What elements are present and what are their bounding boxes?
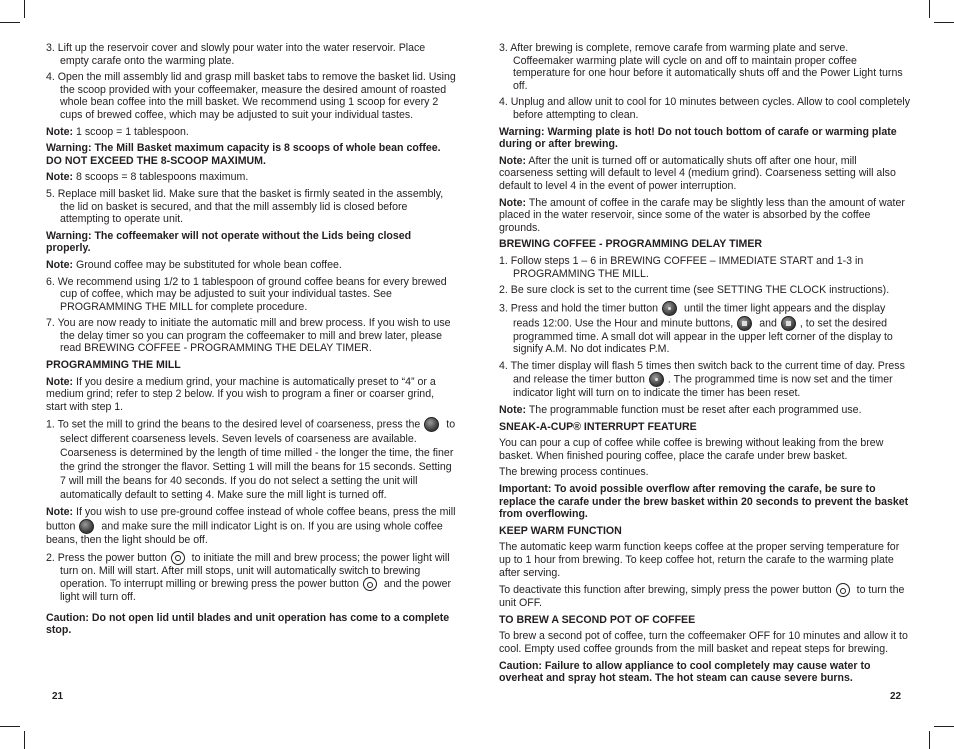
crop-mark (0, 22, 20, 23)
note-text: If you desire a medium grind, your machine is automatically preset to “4” or a medium grind; refer to step 2 below. If you wish to program a finer or coarser grind, start with step 1. (46, 375, 436, 413)
mill-step-2 (46, 551, 456, 604)
note-text: and make sure the mill indicator Light is on. If you are using whole coffee beans, then the light should be off. (46, 520, 443, 547)
note (46, 171, 456, 184)
paragraph: The brewing process continues. (499, 466, 649, 479)
note-label: Note: (499, 154, 527, 167)
warning: Warning: The Mill Basket maximum capacity is 8 scoops of whole bean coffee. DO NOT EXCEED THE 8-SCOOP MAXIMUM. (46, 142, 441, 167)
note (46, 259, 456, 272)
step-text: 1. To set the mill to grind the beans to the desired level of coarseness, press the (46, 418, 421, 431)
step-text: and (756, 316, 777, 329)
delay-step-1: 1. Follow steps 1 – 6 in BREWING COFFEE – IMMEDIATE START and 1-3 in PROGRAMMING THE MILL. (499, 254, 864, 280)
paragraph: The automatic keep warm function keeps coffee at the proper serving temperature for up to 1 hour from brewing. To keep coffee hot, return the carafe to the warming plate after serving. (499, 541, 900, 579)
section-heading: KEEP WARM FUNCTION (499, 524, 622, 537)
step-3: 3. After brewing is complete, remove carafe from warming plate and serve. Coffeemaker warming plate will cycle on and off to maintain proper coffee temperature for one hour before it automatically shuts off and the Power Light turns off. (499, 42, 903, 92)
section-heading: BREWING COFFEE - PROGRAMMING DELAY TIMER (499, 238, 763, 251)
paragraph: To brew a second pot of coffee, turn the coffeemaker OFF for 10 minutes and allow it to cool. Empty used coffee grounds from the mill basket and repeat steps for brewing. (499, 630, 908, 655)
timer-button-icon (649, 372, 664, 387)
note (499, 155, 911, 193)
warning: Warning: Warming plate is hot! Do not touch bottom of carafe or warming plate during or after brewing. (499, 125, 897, 151)
caution: Caution: Failure to allow appliance to cool completely may cause water to overheat and spray hot steam. The hot steam can cause severe burns. (499, 659, 871, 685)
power-button-icon (836, 583, 850, 597)
delay-step-4 (499, 360, 911, 400)
section-heading: SNEAK-A-CUP® INTERRUPT FEATURE (499, 420, 697, 433)
note-label: Note: (46, 171, 74, 184)
paragraph-text: To deactivate this function after brewing, simply press the power button (499, 583, 832, 596)
paragraph-text: to turn the unit OFF. (499, 583, 905, 610)
left-page (46, 42, 456, 641)
power-button-icon (363, 577, 377, 591)
note-label: Note: (46, 506, 74, 519)
note-text: The programmable function must be reset after each programmed use. (526, 404, 862, 417)
note (46, 506, 456, 546)
warning: Warning: The coffeemaker will not operate without the Lids being closed properly. (46, 229, 412, 255)
power-button-icon (171, 551, 185, 565)
note-label: Note: (46, 375, 74, 388)
note (46, 126, 456, 139)
note-label: Note: (499, 404, 527, 417)
delay-step-3 (499, 301, 911, 356)
crop-mark (24, 0, 25, 18)
note-text: Ground coffee may be substituted for whole bean coffee. (73, 258, 342, 271)
note-text: If you wish to use pre-ground coffee instead of whole coffee beans, press the mill button (46, 506, 456, 533)
note-text: The amount of coffee in the carafe may be slightly less than the amount of water placed in the water reservoir, since some of the water is absorbed by the coffee grounds. (499, 196, 905, 234)
section-heading: TO BREW A SECOND POT OF COFFEE (499, 613, 696, 626)
step-text: 4. The timer display will flash 5 times then switch back to the current time of day. Press and release the timer button (499, 359, 905, 386)
step-4: 4. Open the mill assembly lid and grasp mill basket tabs to remove the basket lid. Using the scoop provided with your coffeemaker, measure the desired amount of roasted whole bean coffee into the mill basket. We recommend using 1 scoop for every 2 cups of brewed coffee, which may be adjusted to suit your individual tastes. (46, 71, 456, 121)
section-heading: PROGRAMMING THE MILL (46, 359, 181, 372)
step-5: 5. Replace mill basket lid. Make sure that the basket is firmly seated in the assembly, the lid on basket is secured, and that the mill assembly lid is closed before attempting to operate unit. (46, 187, 444, 226)
note (46, 376, 456, 414)
step-text: and the power light will turn off. (60, 578, 452, 604)
note-text: 1 scoop = 1 tablespoon. (73, 125, 189, 138)
minute-button-icon (781, 316, 796, 331)
step-text: , to set the desired programmed time. A small dot will appear in the upper left corner of the display to signify A.M. No dot indicates P.M. (513, 316, 893, 356)
mill-button-icon (79, 519, 94, 534)
paragraph (499, 583, 911, 610)
paragraph: You can pour a cup of coffee while coffee is brewing without leaking from the brew basket. When finished pouring coffee, place the carafe under brew basket. (499, 437, 884, 462)
note-text: After the unit is turned off or automatically shuts off after one hour, mill coarseness setting will default to level 4 (medium grind). Coarseness setting will also default to level 4 in the event of power interruption. (499, 154, 896, 192)
hour-button-icon (737, 316, 752, 331)
crop-mark (934, 726, 954, 727)
page-number-left: 21 (52, 691, 64, 702)
important-notice: Important: To avoid possible overflow after removing the carafe, be sure to replace the carafe under the brew basket within 20 seconds to prevent the basket from overflowing. (499, 483, 909, 521)
step-text: 3. Press and hold the timer button (499, 301, 658, 314)
note (499, 404, 911, 417)
timer-button-icon (662, 301, 677, 316)
crop-mark (24, 731, 25, 749)
step-4: 4. Unplug and allow unit to cool for 10 minutes between cycles. Allow to cool completely before attempting to clean. (499, 96, 911, 121)
step-text: 2. Press the power button (46, 551, 167, 564)
step-7: 7. You are now ready to initiate the automatic mill and brew process. If you wish to use the delay timer so you can program the coffeemaker to mill and brew later, please read BREWING COFFEE - PROGRAMMING THE DELAY TIMER. (46, 317, 451, 355)
note (499, 197, 911, 235)
step-text: until the timer light appears and the display reads 12:00. Use the Hour and minute buttons, (513, 301, 886, 329)
caution: Caution: Do not open lid until blades and unit operation has come to a complete stop. (46, 611, 450, 637)
crop-mark (929, 731, 930, 749)
note-label: Note: (46, 125, 74, 138)
step-3: 3. Lift up the reservoir cover and slowly pour water into the water reservoir. Place empty carafe onto the warming plate. (46, 42, 426, 67)
delay-step-2: 2. Be sure clock is set to the current time (see SETTING THE CLOCK instructions). (499, 284, 890, 297)
right-page (499, 42, 911, 689)
mill-coarseness-button-icon (424, 417, 439, 432)
step-text: to select different coarseness levels. Seven levels of coarseness are available. Coarseness is determined by the length of time milled - the longer the time, the finer the grind the stronger the flavor. Setting 1 will mill the beans for 15 seconds. Setting 7 will mill the beans for 40 seconds. If you do not select a setting the unit will automatically default to setting 4. Make sure the mill light is turned off. (60, 418, 456, 502)
step-text: to initiate the mill and brew process; the power light will turn on. Mill will start. After mill stops, unit will automatically switch to brewing operation. To interrupt milling or brewing press the power button (60, 551, 450, 591)
note-label: Note: (46, 258, 74, 271)
page-number-right: 22 (890, 691, 902, 702)
crop-mark (934, 22, 954, 23)
step-6: 6. We recommend using 1/2 to 1 tablespoon of ground coffee beans for every brewed cup of coffee, which may be adjusted to suit your individual tastes. See PROGRAMMING THE MILL for complete procedure. (46, 275, 447, 313)
step-text: . The programmed time is now set and the timer indicator light will turn on to indicate the timer has been reset. (513, 373, 893, 400)
note-text: 8 scoops = 8 tablespoons maximum. (73, 171, 249, 184)
mill-step-1 (46, 417, 456, 502)
crop-mark (0, 726, 20, 727)
note-label: Note: (499, 196, 527, 209)
crop-mark (929, 0, 930, 18)
